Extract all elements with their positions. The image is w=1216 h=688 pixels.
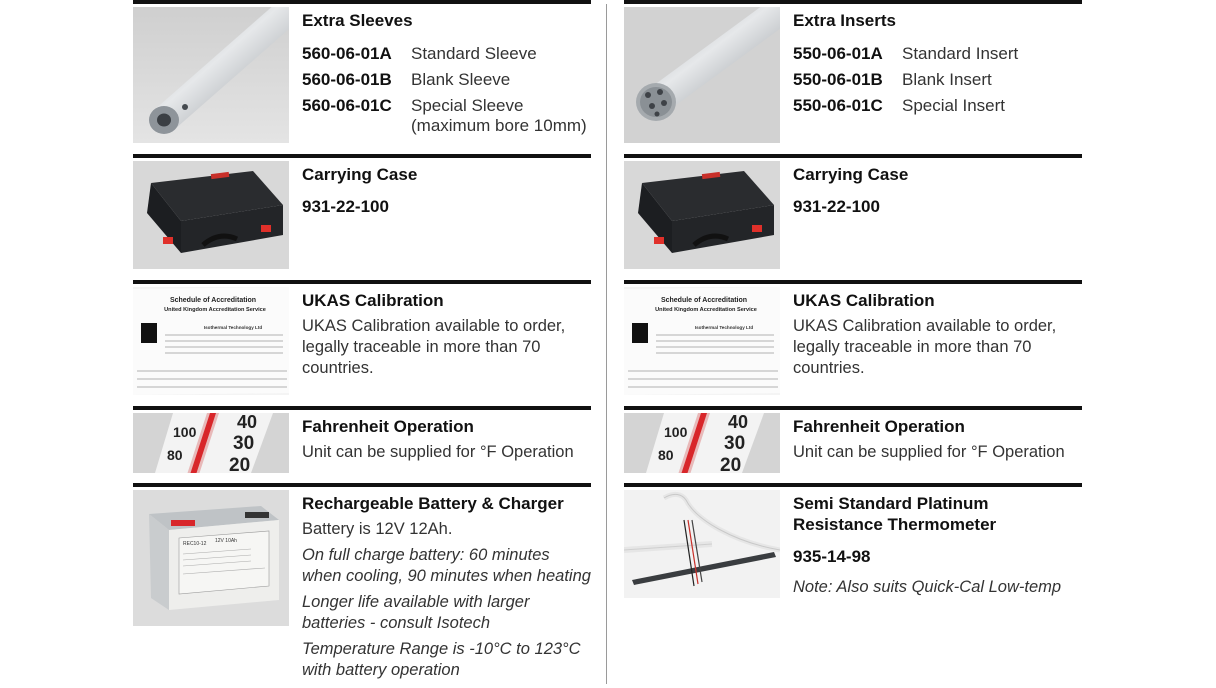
certificate-heading: Schedule of Accreditation: [660, 297, 748, 304]
section-title: Extra Inserts: [793, 11, 896, 30]
certificate-issuer: United Kingdom Accreditation Service: [164, 307, 266, 313]
rechargeable-battery-section: [133, 483, 591, 688]
part-code: 550-06-01C: [793, 96, 883, 115]
part-code: 560-06-01B: [302, 70, 392, 89]
insert-image: [624, 7, 780, 143]
scale-label: 40: [728, 413, 749, 432]
scale-label: 80: [167, 447, 183, 463]
section-title: Extra Sleeves: [302, 11, 413, 30]
certificate-heading: Schedule of Accreditation: [169, 297, 257, 304]
part-code: 931-22-100: [302, 197, 389, 216]
parts-list: [793, 41, 1082, 119]
extra-sleeves-section: [133, 0, 591, 144]
column-divider: [606, 4, 607, 684]
section-description: Battery is 12V 12Ah.: [302, 520, 453, 538]
scale-label: 30: [233, 433, 255, 454]
part-code: 550-06-01B: [793, 70, 883, 89]
parts-list: [302, 41, 591, 136]
scale-label: 100: [664, 424, 688, 440]
part-row: [793, 67, 1082, 93]
part-name: Blank Insert: [902, 70, 992, 89]
part-row: [793, 93, 1082, 119]
section-title: Fahrenheit Operation: [793, 417, 965, 436]
part-note: (maximum bore 10mm): [411, 116, 587, 135]
part-name: Blank Sleeve: [411, 70, 511, 89]
part-code: 560-06-01C: [302, 96, 392, 115]
section-title: Carrying Case: [793, 165, 909, 184]
battery-image: [133, 490, 289, 626]
thermometer-scale-image: [133, 413, 289, 473]
thermometer-probe-image: [624, 490, 780, 598]
certificate-issuer: United Kingdom Accreditation Service: [655, 307, 757, 313]
section-description: UKAS Calibration available to order, legally traceable in more than 70 countries.: [793, 317, 1057, 377]
section-title: Rechargeable Battery & Charger: [302, 494, 564, 513]
part-name: Standard Sleeve: [411, 44, 537, 63]
part-row: [793, 41, 1082, 67]
section-description: UKAS Calibration available to order, legally traceable in more than 70 countries.: [302, 317, 566, 377]
fahrenheit-operation-section: [133, 406, 591, 474]
carrying-case-image: [133, 161, 289, 269]
part-name: Special Sleeve: [411, 96, 524, 115]
certificate-image: [624, 287, 780, 395]
carrying-case-image: [624, 161, 780, 269]
part-code: 931-22-100: [793, 197, 880, 216]
part-code: 935-14-98: [793, 547, 871, 566]
certificate-company: Isothermal Technology Ltd: [203, 325, 263, 330]
ukas-calibration-section: [133, 280, 591, 396]
certificate-image: [133, 287, 289, 395]
scale-label: 20: [720, 455, 742, 473]
part-row: [302, 67, 591, 93]
battery-model: REC10-12: [183, 541, 207, 547]
ukas-calibration-section: [624, 280, 1082, 396]
part-code: 560-06-01A: [302, 44, 392, 63]
carrying-case-section: [133, 154, 591, 270]
prt-thermometer-section: [624, 483, 1082, 688]
part-code: 550-06-01A: [793, 44, 883, 63]
part-name: Special Insert: [902, 96, 1005, 115]
section-note: Note: Also suits Quick-Cal Low-temp: [793, 578, 1062, 596]
section-title: Carrying Case: [302, 165, 418, 184]
carrying-case-section: [624, 154, 1082, 270]
part-name: Standard Insert: [902, 44, 1019, 63]
fahrenheit-operation-section: [624, 406, 1082, 474]
battery-spec: 12V 10Ah: [215, 538, 237, 544]
extra-inserts-section: [624, 0, 1082, 144]
scale-label: 30: [724, 433, 746, 454]
battery-note: On full charge battery: 60 minutes when cooling, 90 minutes when heating: [302, 546, 591, 585]
scale-label: 100: [173, 424, 197, 440]
scale-label: 40: [237, 413, 258, 432]
thermometer-scale-image: [624, 413, 780, 473]
section-title: UKAS Calibration: [793, 291, 935, 310]
certificate-company: Isothermal Technology Ltd: [694, 325, 754, 330]
battery-note: Longer life available with larger batteries - consult Isotech: [302, 593, 530, 632]
section-title: Fahrenheit Operation: [302, 417, 474, 436]
section-description: Unit can be supplied for °F Operation: [302, 443, 574, 461]
sleeve-image: [133, 7, 289, 143]
scale-label: 80: [658, 447, 674, 463]
scale-label: 20: [229, 455, 251, 473]
section-title: UKAS Calibration: [302, 291, 444, 310]
part-row: [302, 41, 591, 67]
section-description: Unit can be supplied for °F Operation: [793, 443, 1065, 461]
section-title: Semi Standard Platinum Resistance Thermometer: [793, 494, 997, 534]
battery-note: Temperature Range is -10°C to 123°C with battery operation: [302, 640, 581, 679]
